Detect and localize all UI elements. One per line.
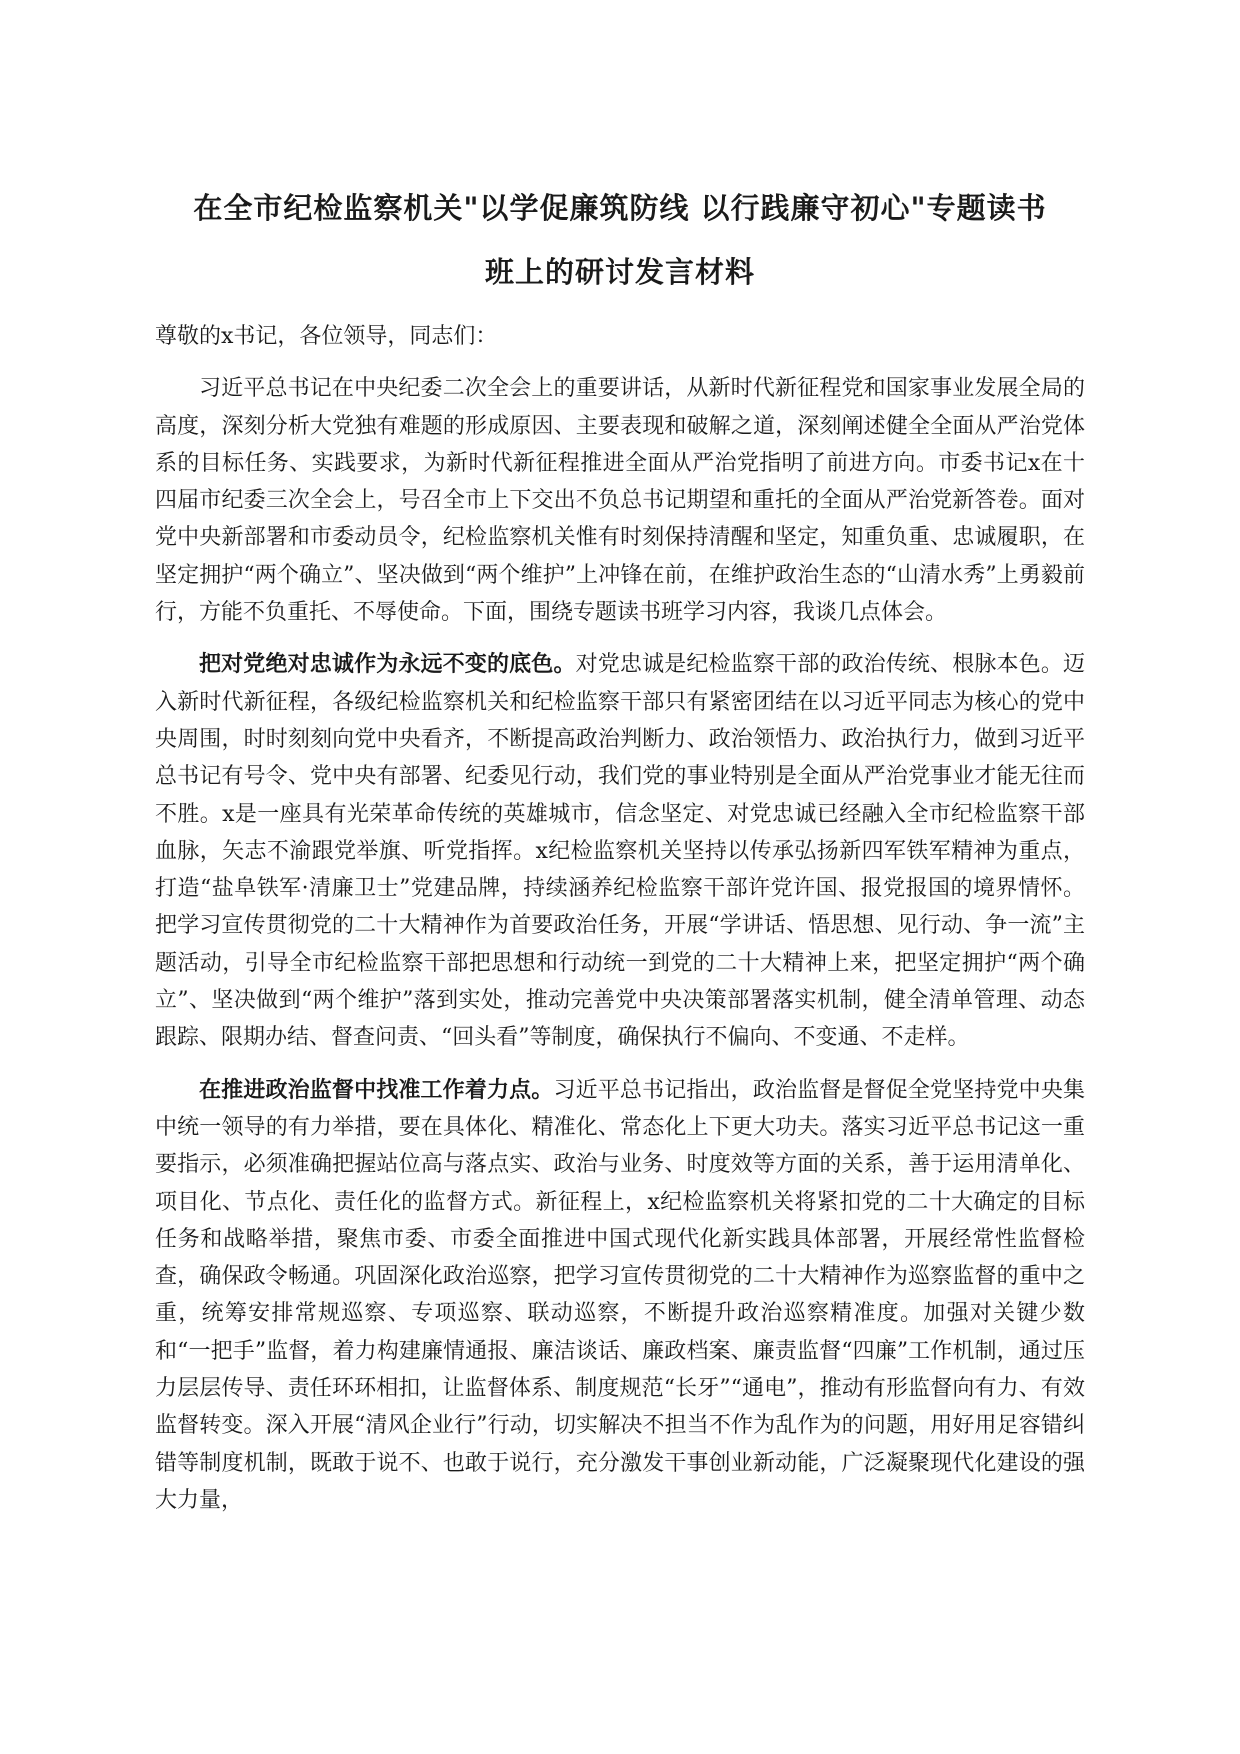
paragraph-lead-heading: 把对党绝对忠诚作为永远不变的底色。 [199, 652, 576, 678]
paragraph-lead-heading: 在推进政治监督中找准工作着力点。 [199, 1077, 554, 1103]
document-title [155, 176, 1085, 304]
title-line-1: 在全市纪检监察机关"以学促廉筑防线 以行践廉守初心"专题读书 [193, 191, 1047, 225]
paragraph-intro [155, 370, 1085, 631]
salutation: 尊敬的x书记，各位领导，同志们： [155, 324, 498, 349]
paragraph-text: 习近平总书记指出，政治监督是督促全党坚持党中央集中统一领导的有力举措，要在具体化、精准化、常态化上下更大功夫。落实习近平总书记这一重要指示，必须准确把握站位高与落点实、政治与业务、时度效等方面的关系，善于运用清单化、项目化、节点化、责任化的监督方式。新征程上，x纪检监察机关将紧扣党的二十大确定的目标任务和战略举措，聚焦市委、市委全面推进中国式现代化新实践具体部署，开展经常性监督检查，确保政令畅通。巩固深化政治巡察，把学习宣传贯彻党的二十大精神作为巡察监督的重中之重，统筹安排常规巡察、专项巡察、联动巡察，不断提升政治巡察精准度。加强对关键少数和“一把手”监督，着力构建廉情通报、廉洁谈话、廉政档案、廉责监督“四廉”工作机制，通过压力层层传导、责任环环相扣，让监督体系、制度规范“长牙”“通电”，推动有形监督向有力、有效监督转变。深入开展“清风企业行”行动，切实解决不担当不作为乱作为的问题，用好用足容错纠错等制度机制，既敢于说不、也敢于说行，充分激发干事创业新动能，广泛凝聚现代化建设的强大力量， [155, 1077, 1085, 1513]
paragraph-text: 习近平总书记在中央纪委二次全会上的重要讲话，从新时代新征程党和国家事业发展全局的高度，深刻分析大党独有难题的形成原因、主要表现和破解之道，深刻阐述健全全面从严治党体系的目标任务、实践要求，为新时代新征程推进全面从严治党指明了前进方向。市委书记x在十四届市纪委三次全会上，号召全市上下交出不负总书记期望和重托的全面从严治党新答卷。面对党中央新部署和市委动员令，纪检监察机关惟有时刻保持清醒和坚定，知重负重、忠诚履职，在坚定拥护“两个确立”、坚决做到“两个维护”上冲锋在前，在维护政治生态的“山清水秀”上勇毅前行，方能不负重托、不辱使命。下面，围绕专题读书班学习内容，我谈几点体会。 [155, 376, 1085, 626]
document-body [155, 318, 1085, 1534]
paragraph-text: 对党忠诚是纪检监察干部的政治传统、根脉本色。迈入新时代新征程，各级纪检监察机关和纪检监察干部只有紧密团结在以习近平同志为核心的党中央周围，时时刻刻向党中央看齐，不断提高政治判断力、政治领悟力、政治执行力，做到习近平总书记有号令、党中央有部署、纪委见行动，我们党的事业特别是全面从严治党事业才能无往而不胜。x是一座具有光荣革命传统的英雄城市，信念坚定、对党忠诚已经融入全市纪检监察干部血脉，矢志不渝跟党举旗、听党指挥。x纪检监察机关坚持以传承弘扬新四军铁军精神为重点，打造“盐阜铁军·清廉卫士”党建品牌，持续涵养纪检监察干部许党许国、报党报国的境界情怀。把学习宣传贯彻党的二十大精神作为首要政治任务，开展“学讲话、悟思想、见行动、争一流”主题活动，引导全市纪检监察干部把思想和行动统一到党的二十大精神上来，把坚定拥护“两个确立”、坚决做到“两个维护”落到实处，推动完善党中央决策部署落实机制，健全清单管理、动态跟踪、限期办结、督查问责、“回头看”等制度，确保执行不偏向、不变通、不走样。 [155, 652, 1085, 1051]
paragraph-political-supervision [155, 1072, 1085, 1520]
paragraph-loyalty [155, 646, 1085, 1056]
title-line-2: 班上的研讨发言材料 [484, 255, 755, 289]
